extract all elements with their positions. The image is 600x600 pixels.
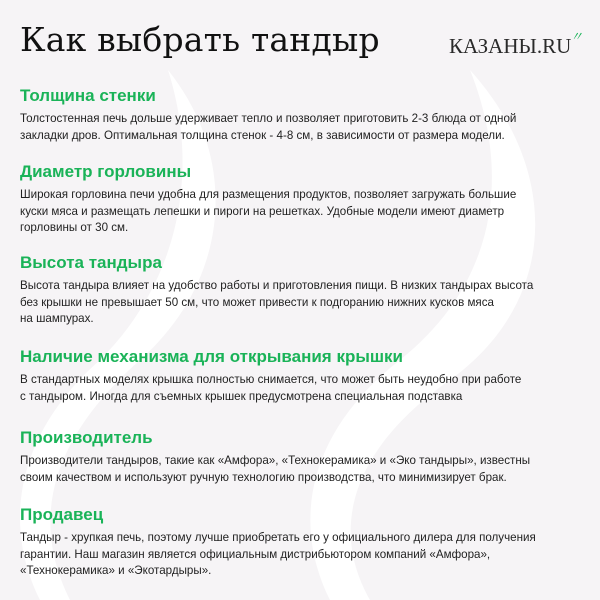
section-wall-thickness	[20, 85, 590, 144]
text-line: без крышки не превышает 50 см, что может привести к подгоранию нижних кусков мяса	[20, 295, 494, 309]
text-line: куски мяса и размещать лепешки и пироги на решетках. Удобные модели имеют диаметр	[20, 204, 505, 218]
section-lid-mechanism	[20, 346, 590, 405]
section-text	[20, 453, 560, 486]
section-text	[20, 278, 560, 328]
text-line: горловины от 30 см.	[20, 221, 129, 234]
text-line: гарантии. Наш магазин является официальным дистрибьютором компаний «Амфора»,	[20, 547, 491, 561]
section-neck-diameter	[20, 161, 590, 237]
section-heading: Диаметр горловины	[20, 162, 192, 181]
text-line: Высота тандыра влияет на удобство работы и приготовления пищи. В низких тандырах высота	[20, 279, 534, 292]
section-text	[20, 530, 560, 580]
section-text	[20, 187, 560, 237]
section-seller	[20, 504, 590, 580]
text-line: «Технокерамика» и «Экотардыры».	[20, 564, 212, 577]
page-title: Как выбрать тандыр	[20, 20, 380, 59]
logo-accent-icon: 〃	[570, 29, 584, 44]
text-line: В стандартных моделях крышка полностью снимается, что может быть неудобно при работе	[20, 373, 522, 386]
text-line: закладки дров. Оптимальная толщина стенок - 4-8 см, в зависимости от размера модели.	[20, 128, 505, 142]
section-heading: Высота тандыра	[20, 253, 162, 272]
text-line: Производители тандыров, такие как «Амфора», «Технокерамика» и «Эко тандыры», известны	[20, 454, 531, 467]
text-line: Толстостенная печь дольше удерживает тепло и позволяет приготовить 2-3 блюда от одной	[20, 112, 517, 125]
text-line: своим качеством и используют ручную технологию производства, что минимизирует брак.	[20, 470, 507, 484]
text-line: Тандыр - хрупкая печь, поэтому лучше приобретать его у официального дилера для получения	[20, 531, 536, 544]
section-text	[20, 372, 560, 405]
section-text	[20, 111, 560, 144]
text-line: Широкая горловина печи удобна для размещения продуктов, позволяет загружать большие	[20, 188, 517, 201]
section-heading: Производитель	[20, 428, 153, 447]
section-heading: Толщина стенки	[20, 86, 156, 105]
text-line: с тандыром. Иногда для съемных крышек предусмотрена специальная подставка	[20, 389, 463, 403]
section-manufacturer	[20, 427, 590, 486]
section-heading: Наличие механизма для открывания крышки	[20, 347, 403, 366]
text-line: на шампурах.	[20, 312, 94, 325]
section-heading: Продавец	[20, 505, 104, 524]
section-height	[20, 252, 590, 328]
logo: КАЗАНЫ.RU	[449, 34, 572, 58]
